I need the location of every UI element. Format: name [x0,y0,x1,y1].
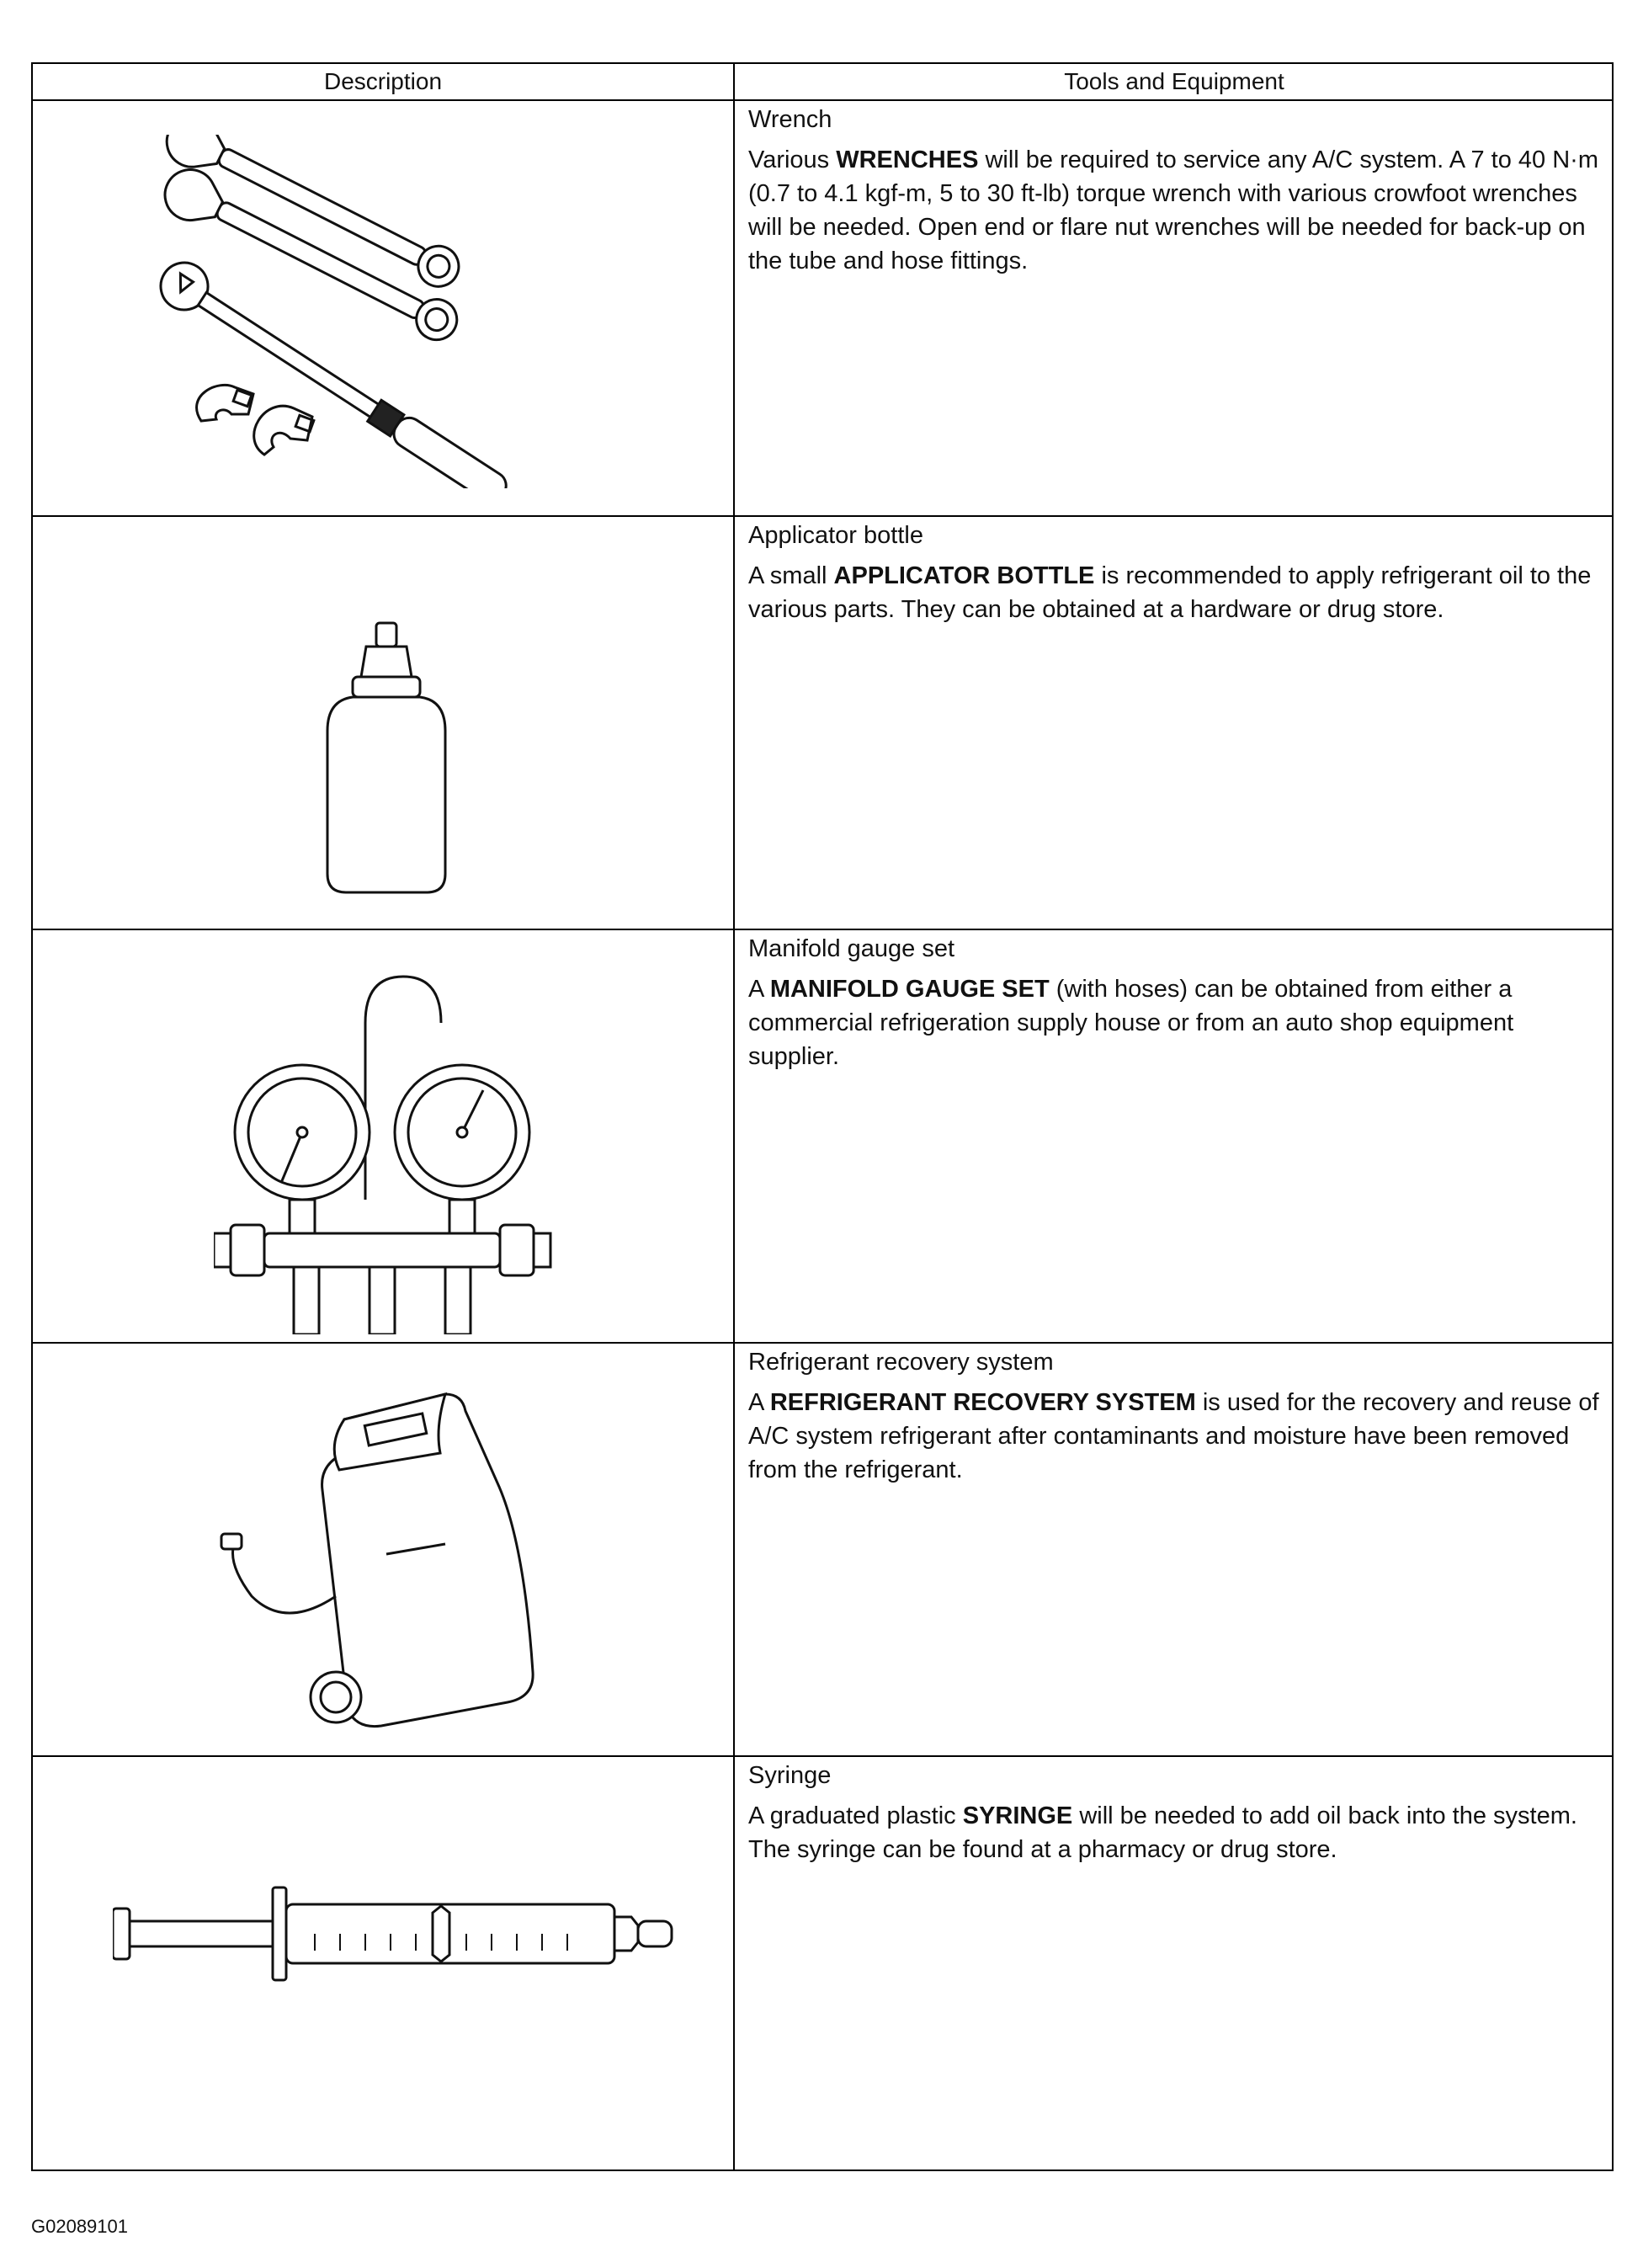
recovery-image-cell [33,1344,735,1755]
syringe-icon [113,1883,702,1993]
item-name: Manifold gauge set [748,935,955,962]
item-description: Various WRENCHES will be required to service any A/C system. A 7 to 40 N·m (0.7 to 4.1 kgf-m, 5 to 30 ft-lb) torque wrench with various crowfoot wrenches will be needed. Open end or flare nut wrenches will be needed for back-up on the tube and hose fittings. [748,146,1598,274]
wrench-set-icon [159,135,630,488]
syringe-image-cell [33,1757,735,2171]
item-description: A graduated plastic SYRINGE will be needed to add oil back into the system. The syringe can be found at a pharmacy or drug store. [748,1802,1577,1863]
recovery-machine-icon [218,1386,572,1731]
recovery-text-cell [748,1344,1602,1487]
item-name: Refrigerant recovery system [748,1349,1054,1376]
syringe-text-cell [748,1757,1602,1866]
header-tools-and-equipment: Tools and Equipment [1064,68,1284,94]
item-description: A small APPLICATOR BOTTLE is recommended to apply refrigerant oil to the various parts. They can be obtained at a hardware or drug store. [748,562,1592,623]
figure-code: G02089101 [31,2216,128,2237]
table-row-syringe [33,1757,1612,2171]
applicator-bottle-icon [319,618,454,896]
item-name: Syringe [748,1762,832,1789]
bottle-image-cell [33,517,735,929]
table-row-manifold-gauge [33,930,1612,1344]
item-name: Applicator bottle [748,522,923,549]
item-description: A MANIFOLD GAUGE SET (with hoses) can be obtained from either a commercial refrigeration supply house or from an auto shop equipment supplier. [748,976,1514,1070]
wrench-image-cell [33,101,735,515]
header-description: Description [33,64,735,99]
manifold-gauge-icon [214,964,567,1334]
bottle-text-cell [748,517,1602,626]
table-header [33,64,1612,101]
item-description: A REFRIGERANT RECOVERY SYSTEM is used for the recovery and reuse of A/C system refrigerant after contaminants and moisture have been removed from the refrigerant. [748,1389,1599,1483]
item-name: Wrench [748,106,832,133]
table-row-applicator-bottle [33,517,1612,930]
table-row-wrench [33,101,1612,517]
gauge-text-cell [748,930,1602,1073]
tools-table [31,62,1614,2171]
table-row-recovery-system [33,1344,1612,1757]
gauge-image-cell [33,930,735,1342]
wrench-text-cell [748,101,1602,278]
